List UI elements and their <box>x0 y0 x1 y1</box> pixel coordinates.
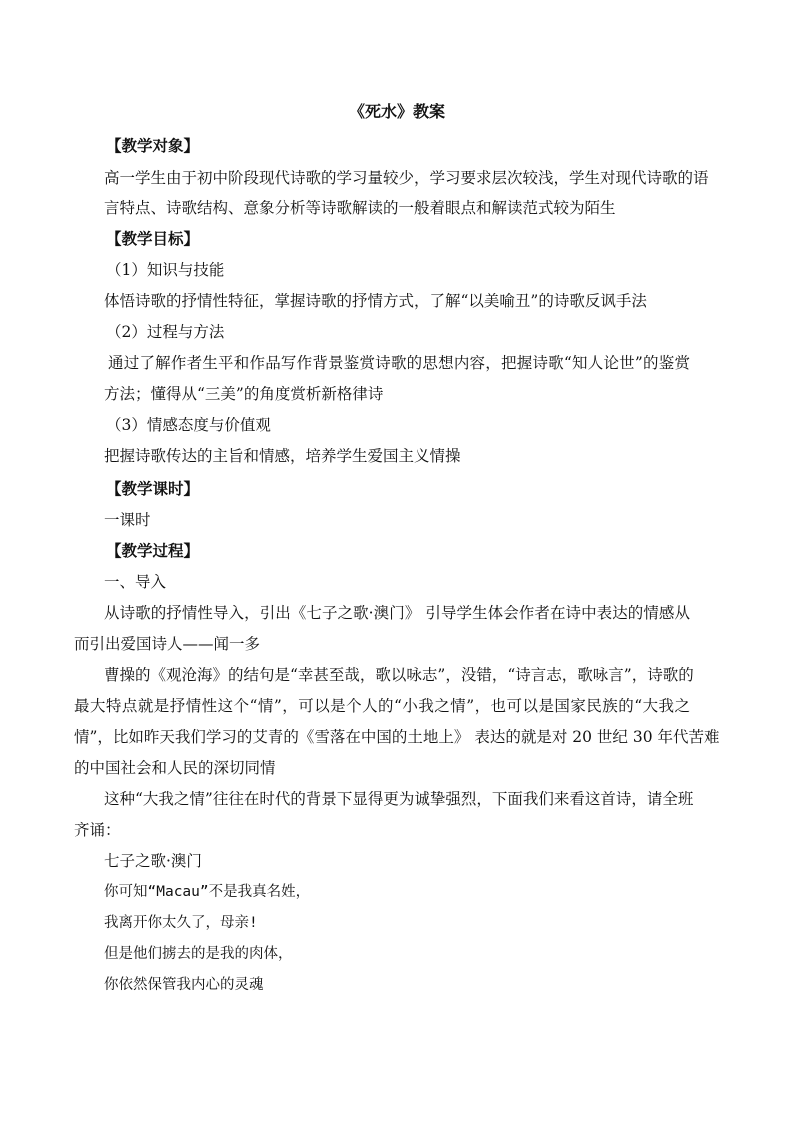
page-title: 《死水》教案 <box>348 102 445 121</box>
subheading: （3）情感态度与价值观 <box>106 416 271 434</box>
paragraph-line: 情”，比如昨天我们学习的艾青的《雪落在中国的土地上》 表达的就是对 20 世纪 30 年代苦难 <box>74 728 720 746</box>
subheading: 一、导入 <box>104 573 167 591</box>
subheading: （1）知识与技能 <box>106 261 225 279</box>
paragraph-line: 最大特点就是抒情性这个“情”，可以是个人的“小我之情”，也可以是国家民族的“大我之 <box>74 697 690 715</box>
paragraph-line: 而引出爱国诗人——闻一多 <box>74 635 261 653</box>
paragraph-line: 的中国社会和人民的深切同情 <box>74 759 276 777</box>
poem-line: 你依然保管我内心的灵魂 <box>104 977 264 993</box>
paragraph-line: 体悟诗歌的抒情性特征，掌握诗歌的抒情方式，了解“以美喻丑”的诗歌反讽手法 <box>104 292 647 310</box>
paragraph-line: 齐诵： <box>74 821 121 839</box>
poem-title: 七子之歌·澳门 <box>104 852 202 870</box>
paragraph-line: 方法；懂得从“三美”的角度赏析新格律诗 <box>104 385 384 403</box>
section-heading-target: 【教学对象】 <box>106 136 200 155</box>
poem-line: 你可知“Macau”不是我真名姓， <box>104 884 311 900</box>
poem-line: 我离开你太久了，母亲! <box>104 915 258 931</box>
paragraph-line: 言特点、诗歌结构、意象分析等诗歌解读的一般着眼点和解读范式较为陌生 <box>104 199 616 217</box>
paragraph-line: 把握诗歌传达的主旨和情感，培养学生爱国主义情操 <box>104 447 461 465</box>
section-heading-process: 【教学过程】 <box>106 541 200 560</box>
paragraph-line: 从诗歌的抒情性导入，引出《七子之歌·澳门》 引导学生体会作者在诗中表达的情感从 <box>104 604 690 622</box>
paragraph-line: 一课时 <box>104 511 151 529</box>
subheading: （2）过程与方法 <box>106 323 225 341</box>
section-heading-objectives: 【教学目标】 <box>106 229 200 248</box>
paragraph-line: 这种“大我之情”往往在时代的背景下显得更为诚挚强烈，下面我们来看这首诗，请全班 <box>104 790 694 808</box>
paragraph-line: 高一学生由于初中阶段现代诗歌的学习量较少，学习要求层次较浅，学生对现代诗歌的语 <box>104 169 709 187</box>
paragraph-line: 通过了解作者生平和作品写作背景鉴赏诗歌的思想内容，把握诗歌“知人论世”的鉴赏 <box>108 354 690 372</box>
paragraph-line: 曹操的《观沧海》的结句是“幸甚至哉，歌以咏志”，没错，“诗言志，歌咏言”，诗歌的 <box>104 666 694 684</box>
section-heading-periods: 【教学课时】 <box>106 479 200 498</box>
poem-line: 但是他们掳去的是我的肉体， <box>104 946 293 962</box>
